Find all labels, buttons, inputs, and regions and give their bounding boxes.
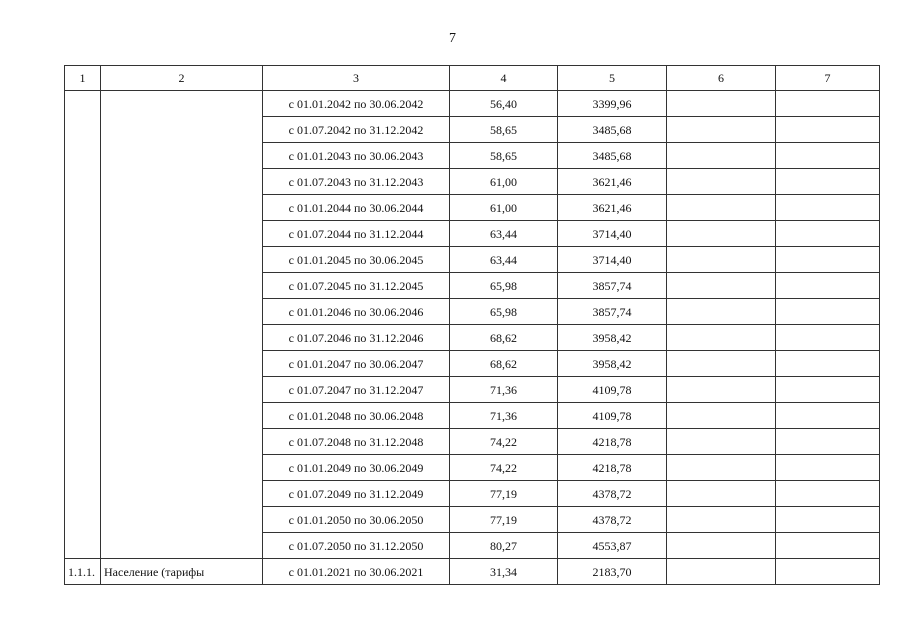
- cell-col-3: с 01.07.2045 по 31.12.2045: [263, 273, 450, 299]
- cell-col-2: [101, 533, 263, 559]
- cell-col-7: [776, 247, 880, 273]
- cell-col-5: 4553,87: [558, 533, 667, 559]
- cell-col-2: [101, 221, 263, 247]
- cell-col-4: 77,19: [450, 507, 558, 533]
- cell-col-7: [776, 533, 880, 559]
- cell-col-1: [65, 91, 101, 117]
- table-row: [65, 273, 880, 299]
- cell-col-6: [667, 429, 776, 455]
- cell-col-7: [776, 377, 880, 403]
- cell-col-2: [101, 143, 263, 169]
- table-row: [65, 429, 880, 455]
- cell-col-5: 3485,68: [558, 143, 667, 169]
- cell-col-1: [65, 481, 101, 507]
- cell-col-7: [776, 117, 880, 143]
- cell-col-2: [101, 429, 263, 455]
- cell-col-2: Население (тарифы: [101, 559, 263, 585]
- cell-col-1: [65, 429, 101, 455]
- cell-col-7: [776, 325, 880, 351]
- cell-col-2: [101, 169, 263, 195]
- cell-col-7: [776, 91, 880, 117]
- column-header-7: 7: [776, 66, 880, 91]
- cell-col-5: 4218,78: [558, 429, 667, 455]
- table-row: [65, 533, 880, 559]
- cell-col-3: с 01.07.2046 по 31.12.2046: [263, 325, 450, 351]
- cell-col-7: [776, 273, 880, 299]
- cell-col-7: [776, 403, 880, 429]
- cell-col-4: 61,00: [450, 195, 558, 221]
- cell-col-1: [65, 533, 101, 559]
- cell-col-6: [667, 273, 776, 299]
- cell-col-7: [776, 299, 880, 325]
- column-header-4: 4: [450, 66, 558, 91]
- table-row: [65, 91, 880, 117]
- column-header-5: 5: [558, 66, 667, 91]
- cell-col-6: [667, 507, 776, 533]
- cell-col-6: [667, 91, 776, 117]
- cell-col-3: с 01.01.2050 по 30.06.2050: [263, 507, 450, 533]
- cell-col-3: с 01.01.2042 по 30.06.2042: [263, 91, 450, 117]
- cell-col-6: [667, 481, 776, 507]
- column-header-1: 1: [65, 66, 101, 91]
- cell-col-1: [65, 273, 101, 299]
- cell-col-2: [101, 481, 263, 507]
- cell-col-3: с 01.01.2047 по 30.06.2047: [263, 351, 450, 377]
- cell-col-4: 68,62: [450, 325, 558, 351]
- cell-col-7: [776, 195, 880, 221]
- table-header: [65, 66, 880, 91]
- cell-col-1: [65, 377, 101, 403]
- cell-col-6: [667, 559, 776, 585]
- cell-col-7: [776, 221, 880, 247]
- cell-col-7: [776, 351, 880, 377]
- cell-col-2: [101, 299, 263, 325]
- cell-col-5: 4378,72: [558, 507, 667, 533]
- table-row: [65, 559, 880, 585]
- cell-col-2: [101, 455, 263, 481]
- cell-col-7: [776, 143, 880, 169]
- cell-col-5: 3714,40: [558, 247, 667, 273]
- header-row: [65, 66, 880, 91]
- table-row: [65, 299, 880, 325]
- cell-col-1: [65, 403, 101, 429]
- cell-col-1: [65, 247, 101, 273]
- table-row: [65, 325, 880, 351]
- cell-col-3: с 01.07.2049 по 31.12.2049: [263, 481, 450, 507]
- cell-col-7: [776, 481, 880, 507]
- column-header-6: 6: [667, 66, 776, 91]
- cell-col-4: 74,22: [450, 455, 558, 481]
- table-row: [65, 169, 880, 195]
- cell-col-6: [667, 533, 776, 559]
- cell-col-4: 71,36: [450, 377, 558, 403]
- cell-col-7: [776, 169, 880, 195]
- table-row: [65, 507, 880, 533]
- table-row: [65, 221, 880, 247]
- cell-col-1: [65, 143, 101, 169]
- cell-col-6: [667, 299, 776, 325]
- cell-col-7: [776, 507, 880, 533]
- column-header-2: 2: [101, 66, 263, 91]
- cell-col-4: 63,44: [450, 247, 558, 273]
- cell-col-1: [65, 299, 101, 325]
- cell-col-3: с 01.01.2048 по 30.06.2048: [263, 403, 450, 429]
- cell-col-5: 3857,74: [558, 299, 667, 325]
- cell-col-3: с 01.01.2021 по 30.06.2021: [263, 559, 450, 585]
- table-row: [65, 195, 880, 221]
- cell-col-6: [667, 351, 776, 377]
- table-body: [65, 91, 880, 585]
- cell-col-4: 68,62: [450, 351, 558, 377]
- table-row: [65, 455, 880, 481]
- cell-col-4: 71,36: [450, 403, 558, 429]
- cell-col-3: с 01.07.2042 по 31.12.2042: [263, 117, 450, 143]
- cell-col-2: [101, 403, 263, 429]
- cell-col-2: [101, 247, 263, 273]
- cell-col-1: [65, 325, 101, 351]
- cell-col-2: [101, 273, 263, 299]
- cell-col-6: [667, 195, 776, 221]
- cell-col-5: 3399,96: [558, 91, 667, 117]
- cell-col-6: [667, 117, 776, 143]
- cell-col-1: [65, 351, 101, 377]
- table-row: [65, 377, 880, 403]
- cell-col-6: [667, 143, 776, 169]
- cell-col-4: 74,22: [450, 429, 558, 455]
- cell-col-5: 3958,42: [558, 351, 667, 377]
- cell-col-4: 77,19: [450, 481, 558, 507]
- cell-col-1: [65, 507, 101, 533]
- cell-col-1: [65, 221, 101, 247]
- cell-col-7: [776, 429, 880, 455]
- cell-col-2: [101, 91, 263, 117]
- cell-col-3: с 01.01.2046 по 30.06.2046: [263, 299, 450, 325]
- table-row: [65, 117, 880, 143]
- cell-col-5: 2183,70: [558, 559, 667, 585]
- cell-col-7: [776, 455, 880, 481]
- cell-col-5: 3857,74: [558, 273, 667, 299]
- cell-col-5: 3485,68: [558, 117, 667, 143]
- cell-col-4: 56,40: [450, 91, 558, 117]
- column-header-3: 3: [263, 66, 450, 91]
- cell-col-4: 58,65: [450, 143, 558, 169]
- cell-col-5: 4378,72: [558, 481, 667, 507]
- cell-col-4: 63,44: [450, 221, 558, 247]
- cell-col-6: [667, 403, 776, 429]
- cell-col-1: 1.1.1.: [65, 559, 101, 585]
- cell-col-3: с 01.07.2044 по 31.12.2044: [263, 221, 450, 247]
- cell-col-1: [65, 169, 101, 195]
- cell-col-5: 3621,46: [558, 195, 667, 221]
- cell-col-5: 3714,40: [558, 221, 667, 247]
- cell-col-3: с 01.07.2043 по 31.12.2043: [263, 169, 450, 195]
- cell-col-3: с 01.07.2048 по 31.12.2048: [263, 429, 450, 455]
- cell-col-4: 31,34: [450, 559, 558, 585]
- cell-col-5: 4109,78: [558, 377, 667, 403]
- cell-col-2: [101, 507, 263, 533]
- cell-col-6: [667, 221, 776, 247]
- cell-col-2: [101, 325, 263, 351]
- cell-col-6: [667, 455, 776, 481]
- table-row: [65, 247, 880, 273]
- cell-col-3: с 01.07.2047 по 31.12.2047: [263, 377, 450, 403]
- tariff-table: [64, 65, 880, 585]
- cell-col-7: [776, 559, 880, 585]
- cell-col-4: 65,98: [450, 273, 558, 299]
- table-row: [65, 403, 880, 429]
- cell-col-3: с 01.01.2049 по 30.06.2049: [263, 455, 450, 481]
- cell-col-4: 61,00: [450, 169, 558, 195]
- cell-col-4: 58,65: [450, 117, 558, 143]
- cell-col-3: с 01.01.2045 по 30.06.2045: [263, 247, 450, 273]
- cell-col-3: с 01.01.2044 по 30.06.2044: [263, 195, 450, 221]
- page-number: 7: [449, 31, 456, 46]
- cell-col-2: [101, 351, 263, 377]
- cell-col-1: [65, 195, 101, 221]
- cell-col-2: [101, 117, 263, 143]
- cell-col-3: с 01.07.2050 по 31.12.2050: [263, 533, 450, 559]
- cell-col-6: [667, 325, 776, 351]
- cell-col-6: [667, 247, 776, 273]
- cell-col-5: 3621,46: [558, 169, 667, 195]
- table-row: [65, 143, 880, 169]
- table-row: [65, 351, 880, 377]
- table-row: [65, 481, 880, 507]
- cell-col-6: [667, 377, 776, 403]
- cell-col-5: 4109,78: [558, 403, 667, 429]
- cell-col-1: [65, 117, 101, 143]
- cell-col-6: [667, 169, 776, 195]
- cell-col-3: с 01.01.2043 по 30.06.2043: [263, 143, 450, 169]
- cell-col-5: 4218,78: [558, 455, 667, 481]
- cell-col-4: 80,27: [450, 533, 558, 559]
- cell-col-4: 65,98: [450, 299, 558, 325]
- cell-col-5: 3958,42: [558, 325, 667, 351]
- cell-col-1: [65, 455, 101, 481]
- cell-col-2: [101, 195, 263, 221]
- cell-col-2: [101, 377, 263, 403]
